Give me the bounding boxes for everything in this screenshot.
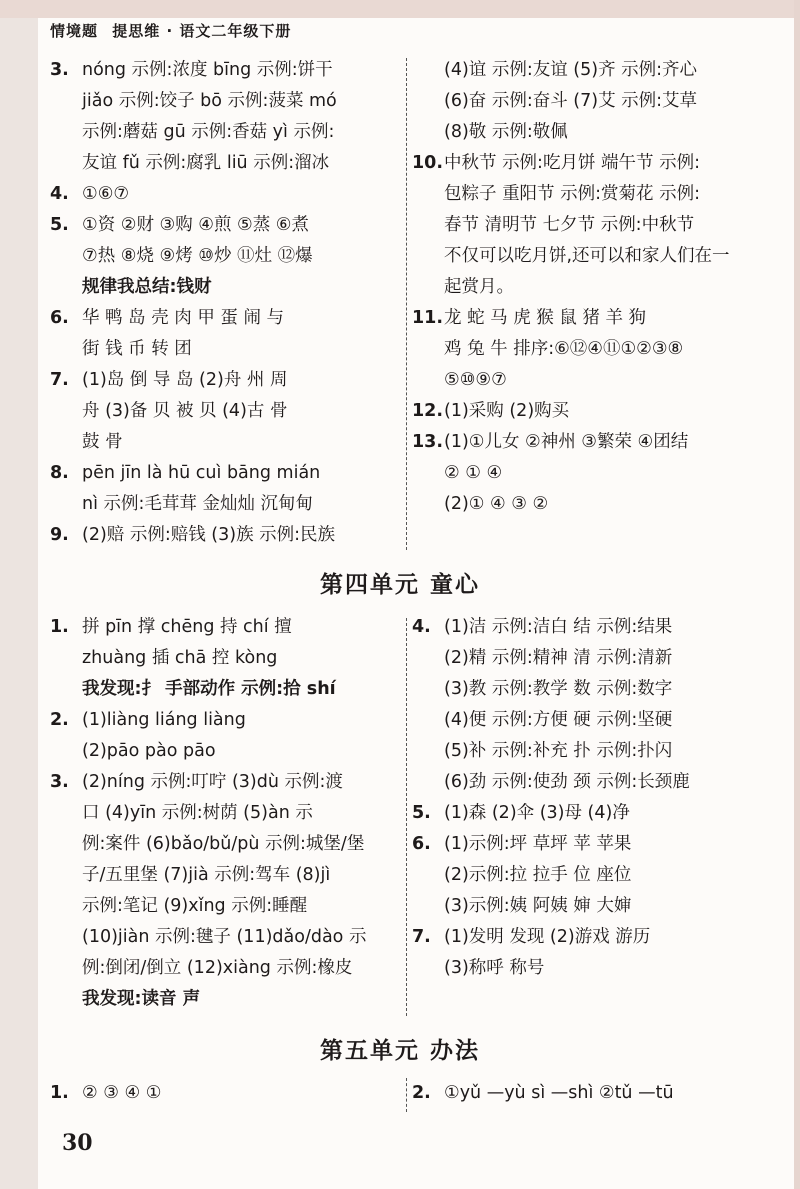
answer-line: (1)采购 (2)购买 <box>444 401 570 421</box>
answer-line: 包粽子 重阳节 示例:赏菊花 示例: <box>444 184 700 204</box>
answer-line: (3)示例:姨 阿姨 婶 大婶 <box>444 896 632 916</box>
answer-line: 规律我总结:钱财 <box>82 277 212 297</box>
answer-item <box>50 458 400 520</box>
answer-line: (1)森 (2)伞 (3)母 (4)净 <box>444 803 630 823</box>
answer-number: 5. <box>412 803 431 823</box>
running-header <box>50 20 299 41</box>
answer-item <box>50 705 400 767</box>
answer-line: (1)示例:坪 草坪 苹 苹果 <box>444 834 632 854</box>
answer-item <box>412 303 792 396</box>
answer-line: pēn jīn là hū cuì bāng mián <box>82 463 321 483</box>
answer-line: nóng 示例:浓度 bīng 示例:饼干 <box>82 60 333 80</box>
answers-top-left <box>50 55 400 551</box>
answer-line: nì 示例:毛茸茸 金灿灿 沉甸甸 <box>82 494 314 514</box>
answer-number: 6. <box>50 308 69 328</box>
column-divider-bottom <box>406 1078 407 1112</box>
answer-item <box>50 179 400 210</box>
answers-top-right <box>412 55 792 520</box>
answer-item <box>50 612 400 705</box>
answer-number: 7. <box>50 370 69 390</box>
answer-line: 鸡 兔 牛 排序:⑥⑫④⑪①②③⑧ <box>444 339 684 359</box>
answer-item <box>412 396 792 427</box>
answer-item <box>50 520 400 551</box>
answer-line: 口 (4)yīn 示例:树荫 (5)àn 示 <box>82 803 313 823</box>
answer-number: 3. <box>50 772 69 792</box>
answer-number: 3. <box>50 60 69 80</box>
answer-line: 舟 (3)备 贝 被 贝 (4)古 骨 <box>82 401 288 421</box>
answer-number: 1. <box>50 1083 69 1103</box>
answer-line: 友谊 fǔ 示例:腐乳 liū 示例:溜冰 <box>82 153 330 173</box>
answer-item <box>412 1078 792 1109</box>
page-number: 30 <box>62 1130 93 1156</box>
answer-line: (4)谊 示例:友谊 (5)齐 示例:齐心 <box>444 60 698 80</box>
answer-item <box>412 148 792 303</box>
answer-line: 例:倒闭/倒立 (12)xiàng 示例:橡皮 <box>82 958 353 978</box>
answer-number: 8. <box>50 463 69 483</box>
answer-line: ①yǔ —yù sì —shì ②tǔ —tū <box>444 1083 674 1103</box>
section-title-unit4: 第四单元 童心 <box>319 572 480 598</box>
answer-line: 起赏月。 <box>444 277 514 297</box>
answer-number: 12. <box>412 401 444 421</box>
answer-line: 华 鸭 岛 壳 肉 甲 蛋 闹 与 <box>82 308 285 328</box>
answer-line: (2)① ④ ③ ② <box>444 494 549 514</box>
answer-number: 7. <box>412 927 431 947</box>
answer-line: ⑦热 ⑧烧 ⑨烤 ⑩炒 ⑪灶 ⑫爆 <box>82 246 313 266</box>
answer-number: 4. <box>50 184 69 204</box>
answer-line: (2)示例:拉 拉手 位 座位 <box>444 865 632 885</box>
answer-number: 6. <box>412 834 431 854</box>
answer-line: zhuàng 插 chā 控 kòng <box>82 648 278 668</box>
answer-line: (2)níng 示例:叮咛 (3)dù 示例:渡 <box>82 772 343 792</box>
answer-line: (1)岛 倒 导 岛 (2)舟 州 周 <box>82 370 288 390</box>
answer-item <box>50 1078 400 1109</box>
header-book-title: 提思维 · 语文二年级下册 <box>112 22 292 40</box>
answer-line: 街 钱 币 转 团 <box>82 339 192 359</box>
answer-line: 我发现:扌 手部动作 示例:拾 shí <box>82 679 336 699</box>
answers-unit4-right <box>412 612 792 984</box>
answer-line: ② ③ ④ ① <box>82 1083 162 1103</box>
answer-line: ② ① ④ <box>444 463 503 483</box>
answer-line: 示例:蘑菇 gū 示例:香菇 yì 示例: <box>82 122 335 142</box>
answer-line: (3)教 示例:教学 数 示例:数字 <box>444 679 673 699</box>
answer-line: (1)liàng liáng liàng <box>82 710 246 730</box>
answer-line: 拼 pīn 撑 chēng 持 chí 擅 <box>82 617 292 637</box>
answer-line: 中秋节 示例:吃月饼 端午节 示例: <box>444 153 700 173</box>
answer-item <box>412 427 792 520</box>
answer-item <box>412 55 792 148</box>
answer-line: (2)精 示例:精神 清 示例:清新 <box>444 648 673 668</box>
answer-number: 5. <box>50 215 69 235</box>
answer-line: 鼓 骨 <box>82 432 123 452</box>
answer-item <box>50 767 400 1015</box>
answer-line: (4)便 示例:方便 硬 示例:坚硬 <box>444 710 673 730</box>
column-divider-top <box>406 58 407 550</box>
answer-number: 1. <box>50 617 69 637</box>
answer-line: (3)称呼 称号 <box>444 958 545 978</box>
answer-line: 春节 清明节 七夕节 示例:中秋节 <box>444 215 695 235</box>
answer-line: (10)jiàn 示例:毽子 (11)dǎo/dào 示 <box>82 927 367 947</box>
answer-item <box>50 365 400 458</box>
answer-line: (1)洁 示例:洁白 结 示例:结果 <box>444 617 673 637</box>
answers-unit5-left <box>50 1078 400 1109</box>
answer-item <box>412 829 792 922</box>
header-series: 情境题 <box>50 22 99 40</box>
answer-line: (5)补 示例:补充 扑 示例:扑闪 <box>444 741 673 761</box>
answer-line: 子/五里堡 (7)jià 示例:驾车 (8)jì <box>82 865 331 885</box>
answer-number: 13. <box>412 432 444 452</box>
answer-item <box>412 612 792 798</box>
section-title-unit5: 第五单元 办法 <box>319 1038 480 1064</box>
column-divider-middle <box>406 618 407 1016</box>
answer-number: 10. <box>412 153 444 173</box>
answer-item <box>412 922 792 984</box>
answer-line: 我发现:读音 声 <box>82 989 201 1009</box>
answer-line: 例:案件 (6)bǎo/bǔ/pù 示例:城堡/堡 <box>82 834 365 854</box>
answer-line: (1)发明 发现 (2)游戏 游历 <box>444 927 651 947</box>
answer-line: (2)赔 示例:赔钱 (3)族 示例:民族 <box>82 525 336 545</box>
answer-number: 4. <box>412 617 431 637</box>
answer-line: (6)奋 示例:奋斗 (7)艾 示例:艾草 <box>444 91 698 111</box>
answer-item <box>50 210 400 303</box>
answer-line: ①⑥⑦ <box>82 184 130 204</box>
answers-unit4-left <box>50 612 400 1015</box>
answer-item <box>50 303 400 365</box>
page-top-edge <box>0 0 800 18</box>
answer-line: (1)①儿女 ②神州 ③繁荣 ④团结 <box>444 432 689 452</box>
answer-number: 2. <box>50 710 69 730</box>
answer-line: (8)敬 示例:敬佩 <box>444 122 568 142</box>
answer-line: jiǎo 示例:饺子 bō 示例:菠菜 mó <box>82 91 337 111</box>
answer-line: 龙 蛇 马 虎 猴 鼠 猪 羊 狗 <box>444 308 647 328</box>
answer-line: 示例:笔记 (9)xǐng 示例:睡醒 <box>82 896 308 916</box>
answer-line: ①资 ②财 ③购 ④煎 ⑤蒸 ⑥煮 <box>82 215 309 235</box>
answer-item <box>50 55 400 179</box>
answer-number: 11. <box>412 308 444 328</box>
answer-item <box>412 798 792 829</box>
answer-line: (6)劲 示例:使劲 颈 示例:长颈鹿 <box>444 772 690 792</box>
answer-line: 不仅可以吃月饼,还可以和家人们在一 <box>444 246 730 266</box>
answer-line: (2)pāo pào pāo <box>82 741 216 761</box>
answer-line: ⑤⑩⑨⑦ <box>444 370 507 390</box>
answers-unit5-right <box>412 1078 792 1109</box>
answer-number: 9. <box>50 525 69 545</box>
answer-number: 2. <box>412 1083 431 1103</box>
